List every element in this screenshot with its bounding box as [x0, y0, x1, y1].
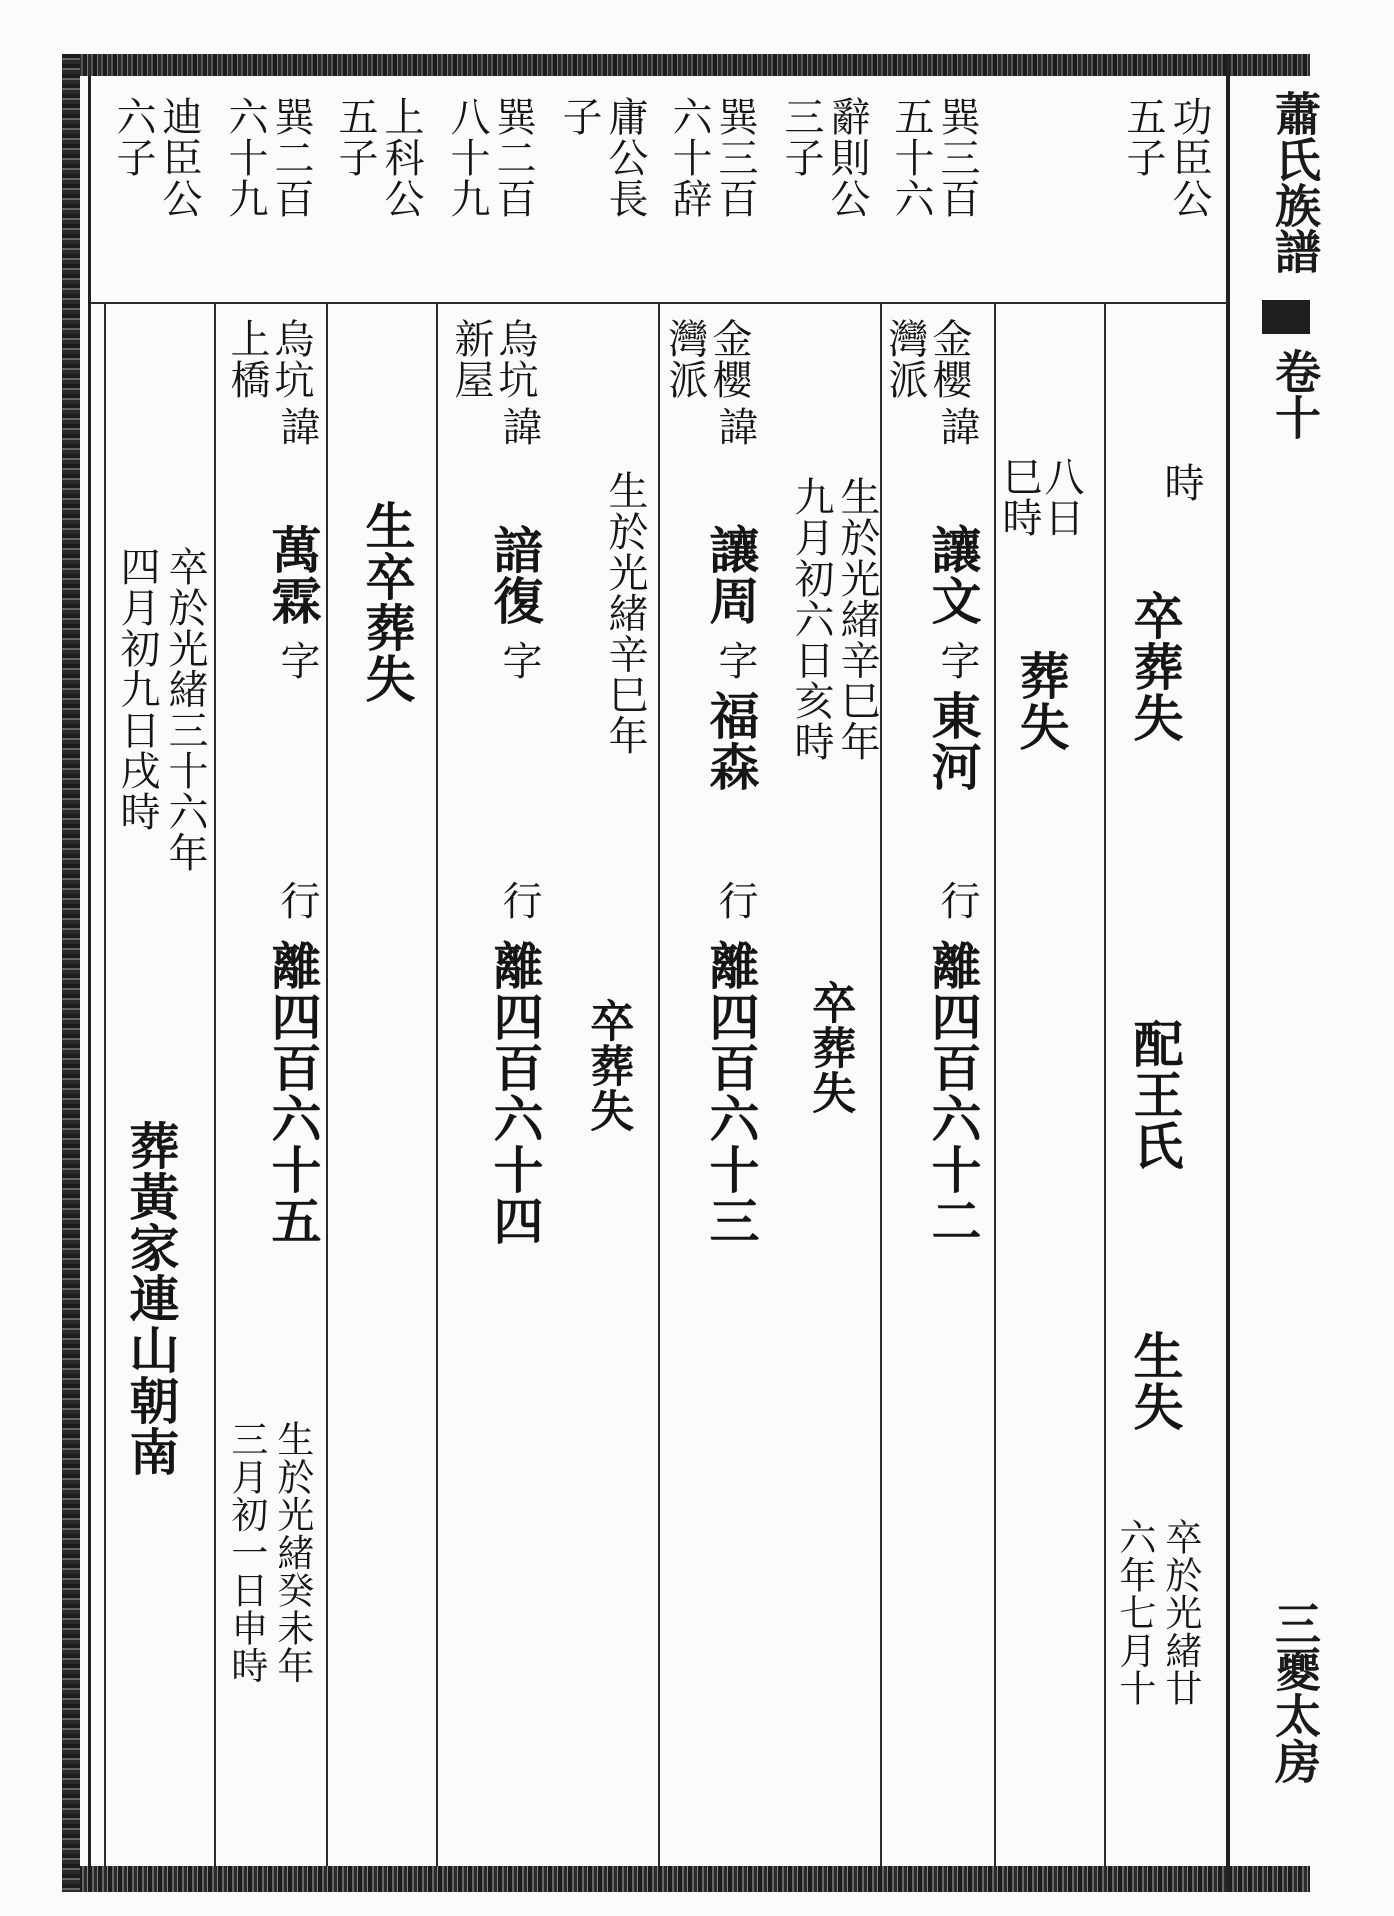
entry6-place-line1: 烏坑 [268, 318, 314, 400]
column-rule [658, 304, 660, 1866]
entry3-birth-line2: 九月初六日亥時 [788, 476, 834, 762]
frame-inner-left-line [88, 76, 91, 1866]
entry3-place-line2: 灣派 [882, 318, 928, 400]
register-col4-line2: 六十辞 [666, 96, 712, 219]
entry1-spouse-death-line2: 六年七月十 [1112, 1518, 1156, 1707]
frame-left-border [62, 54, 80, 1892]
entry6-name: 萬霖 [263, 524, 323, 626]
entry3-zi-label: 字 [934, 640, 980, 681]
register-col7-line1: 上科公 [378, 96, 424, 219]
entry2-date-line2: 巳時 [996, 456, 1042, 538]
column-rule [994, 304, 996, 1866]
entry4-name-label: 諱 [712, 406, 758, 447]
column-rule [104, 304, 106, 1866]
column-rule [436, 304, 438, 1866]
register-col3-line1: 辭則公 [824, 96, 870, 219]
entry4-death: 卒葬失 [582, 998, 634, 1133]
entry7-burial: 葬黃家連山朝南 [121, 1120, 181, 1477]
entry1-death: 卒葬失 [1125, 590, 1185, 743]
entry4-name: 讓周 [701, 524, 761, 626]
entry6-place-line2: 上橋 [224, 318, 270, 400]
entry3-zi: 東河 [923, 690, 983, 792]
entry6-zi-label: 字 [274, 640, 320, 681]
frame-right-border [1226, 54, 1230, 1892]
entry4-birth: 生於光緒辛巳年 [602, 470, 648, 756]
register-col1-line1: 功臣公 [1166, 96, 1212, 219]
entry4-hang-value: 離四百六十三 [701, 940, 761, 1246]
entry6-birth-line1: 生於光緒癸未年 [270, 1420, 314, 1685]
column-rule [880, 304, 882, 1866]
entry4-hang-label: 行 [712, 880, 758, 921]
entry3-place-line1: 金櫻 [926, 318, 972, 400]
entry3-hang-label: 行 [934, 880, 980, 921]
margin-branch: 三夒太房 [1268, 1600, 1322, 1784]
entry5-zi-label: 字 [496, 640, 542, 681]
entry5-hang-label: 行 [496, 880, 542, 921]
entry3-name-label: 諱 [934, 406, 980, 447]
entry1-spouse-death-line1: 卒於光緒廿 [1158, 1518, 1202, 1707]
entry1-spouse: 配王氏 [1125, 1018, 1185, 1171]
entry4-place-line2: 灣派 [662, 318, 708, 400]
entry2-burial: 葬失 [1011, 650, 1071, 752]
register-col8-line1: 巽二百 [268, 96, 314, 219]
register-col5-line1: 庸公長 [602, 96, 648, 219]
entry3-death: 卒葬失 [804, 980, 856, 1115]
entry2-date-line1: 八日 [1038, 456, 1084, 538]
entry1-spouse-birth: 生失 [1125, 1330, 1185, 1432]
entry5-name: 諳復 [485, 524, 545, 626]
entry5-place-line1: 烏坑 [492, 318, 538, 400]
margin-title: 蕭氏族譜 [1268, 90, 1322, 274]
entry5-name-label: 諱 [496, 406, 542, 447]
entry7-death-line2: 四月初九日戌時 [114, 546, 160, 832]
margin-volume: 卷十 [1268, 348, 1322, 440]
margin-fishtail-mark [1262, 300, 1310, 334]
register-col8-line2: 六十九 [222, 96, 268, 219]
register-col2-line1: 巽三百 [934, 96, 980, 219]
register-col9-line2: 六子 [110, 96, 156, 178]
entry1-time: 時 [1158, 462, 1204, 503]
register-col3-line2: 三子 [778, 96, 824, 178]
entry5-death: 生卒葬失 [357, 500, 417, 704]
register-col2-line2: 五十六 [888, 96, 934, 219]
register-col6-line2: 八十九 [444, 96, 490, 219]
register-col4-line1: 巽三百 [712, 96, 758, 219]
entry3-hang-value: 離四百六十二 [923, 940, 983, 1246]
entry4-zi: 福森 [701, 690, 761, 792]
frame-bottom-border [68, 1866, 1310, 1892]
register-col6-line1: 巽二百 [490, 96, 536, 219]
register-col9-line1: 迪臣公 [156, 96, 202, 219]
column-rule [1104, 304, 1106, 1866]
entry6-birth-line2: 三月初一日申時 [224, 1420, 268, 1685]
register-col1-line2: 五子 [1120, 96, 1166, 178]
entry6-name-label: 諱 [274, 406, 320, 447]
entry4-place-line1: 金櫻 [706, 318, 752, 400]
column-rule [326, 304, 328, 1866]
entry5-hang-value: 離四百六十四 [485, 940, 545, 1246]
entry4-zi-label: 字 [712, 640, 758, 681]
entry6-hang-label: 行 [274, 880, 320, 921]
entry5-place-line2: 新屋 [448, 318, 494, 400]
column-rule [214, 304, 216, 1866]
entry3-name: 讓文 [923, 524, 983, 626]
frame-top-border [68, 54, 1310, 76]
entry3-birth-line1: 生於光緒辛巳年 [834, 476, 880, 762]
entry6-hang-value: 離四百六十五 [263, 940, 323, 1246]
register-col5-line2: 子 [556, 96, 602, 137]
entry7-death-line1: 卒於光緒三十六年 [162, 546, 208, 873]
register-col7-line2: 五子 [332, 96, 378, 178]
